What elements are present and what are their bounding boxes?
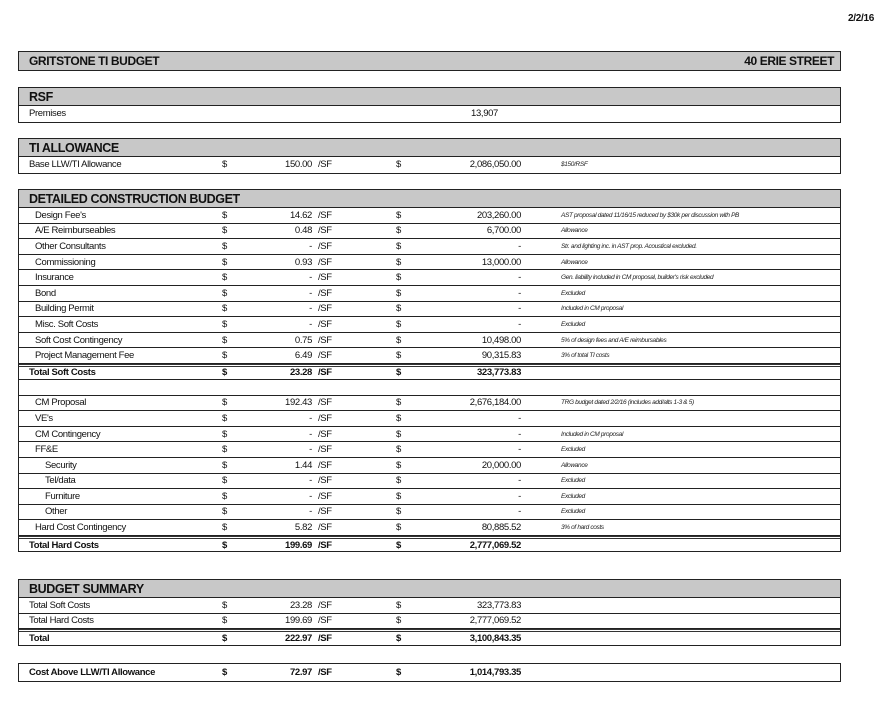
row-label: Other [45,506,68,518]
note: Excluded [561,492,585,500]
rate-per-sf: 23.28 [289,367,312,379]
note: AST proposal dated 11/16/15 reduced by $30k per discussion with PB [561,211,740,219]
currency-symbol: $ [222,599,227,611]
ti-allowance-block [18,138,841,174]
currency-symbol: $ [396,367,401,379]
amount: 2,777,069.52 [469,615,521,627]
row-label: A/E Reimburseables [35,225,116,237]
row-label: Total Soft Costs [29,599,90,611]
currency-symbol: $ [396,475,401,487]
table-row [19,302,840,318]
currency-symbol: $ [222,256,227,268]
note: Str. and lighting inc. in AST prop. Acoustical excluded. [561,242,697,250]
amount: 2,777,069.52 [469,539,521,551]
table-row [19,157,840,173]
currency-symbol: $ [222,350,227,362]
unit: /SF [318,506,332,518]
amount: 203,260.00 [476,209,521,221]
unit: /SF [318,287,332,299]
currency-symbol: $ [222,209,227,221]
title-block [18,51,841,71]
rsf-value: 13,907 [471,108,498,120]
amount: 6,700.00 [486,225,521,237]
currency-symbol: $ [222,506,227,518]
note: TRG budget dated 2/2/16 (includes add/alts 1-3 & 5) [561,399,694,407]
unit: /SF [318,490,332,502]
currency-symbol: $ [222,615,227,627]
unit: /SF [318,318,332,330]
note: Allowance [561,461,588,469]
rate-per-sf: 199.69 [285,539,312,551]
row-label: Bond [35,287,56,299]
note: Included in CM proposal [561,305,624,313]
rate-per-sf: 222.97 [285,632,312,644]
rate-per-sf: 0.93 [294,256,312,268]
currency-symbol: $ [222,475,227,487]
rate-per-sf: - [309,490,312,502]
row-label: Tel/data [45,475,76,487]
row-label: FF&E [35,444,58,456]
rate-per-sf: 192.43 [285,397,312,409]
currency-symbol: $ [396,412,401,424]
currency-symbol: $ [222,444,227,456]
unit: /SF [318,159,332,171]
rate-per-sf: 199.69 [285,615,312,627]
currency-symbol: $ [222,490,227,502]
currency-symbol: $ [222,287,227,299]
row-label: Total [29,632,50,644]
row-label: CM Contingency [35,428,101,440]
note: 5% of design fees and A/E reimbursables [561,336,667,344]
table-row [19,505,840,521]
rate-per-sf: - [309,506,312,518]
unit: /SF [318,667,332,678]
row-label: Hard Cost Contingency [35,522,126,534]
table-row [19,614,840,630]
amount: - [518,475,521,487]
rate-per-sf: - [309,444,312,456]
rate-per-sf: 6.49 [294,350,312,362]
budget-title: GRITSTONE TI BUDGET [29,54,160,68]
currency-symbol: $ [396,459,401,471]
table-row [19,598,840,614]
table-row [19,286,840,302]
rate-per-sf: 1.44 [294,459,312,471]
rate-per-sf: - [309,412,312,424]
currency-symbol: $ [396,667,401,678]
row-label: Total Soft Costs [29,367,96,379]
note: Excluded [561,477,585,485]
section-header-construction [19,190,840,208]
amount: 90,315.83 [481,350,521,362]
table-row [19,239,840,255]
amount: - [518,490,521,502]
currency-symbol: $ [222,459,227,471]
property-address: 40 ERIE STREET [744,54,834,68]
rate-per-sf: 23.28 [289,599,312,611]
currency-symbol: $ [222,240,227,252]
row-label: Base LLW/TI Allowance [29,159,122,171]
row-label: Project Management Fee [35,350,134,362]
note: Excluded [561,289,585,297]
unit: /SF [318,367,332,379]
row-label: Soft Cost Contingency [35,334,123,346]
row-label: VE's [35,412,53,424]
row-label: Security [45,459,77,471]
row-label: Building Permit [35,303,94,315]
unit: /SF [318,272,332,284]
unit: /SF [318,428,332,440]
row-label: Total Hard Costs [29,615,94,627]
currency-symbol: $ [396,272,401,284]
budget-summary-block [18,579,841,646]
unit: /SF [318,240,332,252]
row-label: Misc. Soft Costs [35,318,99,330]
amount: 20,000.00 [481,459,521,471]
rate-per-sf: 0.75 [294,334,312,346]
document-date: 2/2/16 [847,13,874,24]
currency-symbol: $ [396,428,401,440]
unit: /SF [318,397,332,409]
section-title: TI ALLOWANCE [29,141,119,155]
table-row [19,427,840,443]
row-label: Commissioning [35,256,96,268]
amount: 323,773.83 [476,599,521,611]
currency-symbol: $ [396,350,401,362]
section-header-summary [19,580,840,598]
row-label: Design Fee's [35,209,86,221]
currency-symbol: $ [222,367,227,379]
unit: /SF [318,522,332,534]
rate-per-sf: - [309,272,312,284]
amount: - [518,287,521,299]
amount: 1,014,793.35 [469,667,521,678]
unit: /SF [318,350,332,362]
note: Gen. liability included in CM proposal, builder's risk excluded [561,274,714,282]
unit: /SF [318,444,332,456]
currency-symbol: $ [222,334,227,346]
amount: - [518,506,521,518]
currency-symbol: $ [396,225,401,237]
rate-per-sf: 0.48 [294,225,312,237]
currency-symbol: $ [222,303,227,315]
unit: /SF [318,459,332,471]
currency-symbol: $ [396,539,401,551]
row-label: Premises [29,108,66,120]
rate-per-sf: - [309,318,312,330]
currency-symbol: $ [396,159,401,171]
note: Included in CM proposal [561,430,624,438]
row-label: Total Hard Costs [29,539,99,551]
blank-row [19,380,840,396]
currency-symbol: $ [396,444,401,456]
unit: /SF [318,225,332,237]
currency-symbol: $ [222,412,227,424]
amount: - [518,240,521,252]
table-row [19,224,840,240]
currency-symbol: $ [396,522,401,534]
note: Excluded [561,320,585,328]
row-label: Other Consultants [35,240,106,252]
currency-symbol: $ [222,272,227,284]
currency-symbol: $ [396,490,401,502]
currency-symbol: $ [396,209,401,221]
unit: /SF [318,334,332,346]
table-row [19,255,840,271]
currency-symbol: $ [222,159,227,171]
section-title: DETAILED CONSTRUCTION BUDGET [29,192,240,206]
rate-per-sf: 14.62 [289,209,312,221]
currency-symbol: $ [222,428,227,440]
amount: - [518,428,521,440]
currency-symbol: $ [222,667,227,678]
unit: /SF [318,632,332,644]
row-label: CM Proposal [35,397,87,409]
unit: /SF [318,615,332,627]
table-row [19,474,840,490]
note: Allowance [561,227,588,235]
total-hard-costs-row [19,536,840,552]
amount: - [518,303,521,315]
currency-symbol: $ [396,506,401,518]
table-row [19,270,840,286]
unit: /SF [318,412,332,424]
unit: /SF [318,256,332,268]
note: Excluded [561,446,585,454]
row-label: Insurance [35,272,74,284]
section-header-rsf [19,88,840,106]
rate-per-sf: - [309,287,312,299]
table-row [19,396,840,412]
currency-symbol: $ [396,334,401,346]
title-bar [19,52,840,70]
note: 3% of total TI costs [561,352,610,360]
rate-per-sf: 72.97 [289,667,312,678]
currency-symbol: $ [396,318,401,330]
rate-per-sf: - [309,428,312,440]
table-row [19,442,840,458]
row-label: Furniture [45,490,80,502]
section-title: RSF [29,90,53,104]
construction-budget-block [18,189,841,552]
unit: /SF [318,539,332,551]
table-row [19,106,840,122]
unit: /SF [318,599,332,611]
section-title: BUDGET SUMMARY [29,582,144,596]
rate-per-sf: - [309,303,312,315]
rate-per-sf: - [309,240,312,252]
amount: - [518,272,521,284]
amount: 2,086,050.00 [469,159,521,171]
unit: /SF [318,209,332,221]
currency-symbol: $ [222,632,227,644]
currency-symbol: $ [222,318,227,330]
currency-symbol: $ [396,632,401,644]
note: 3% of hard costs [561,524,604,532]
summary-total-row [19,629,840,645]
table-row [19,458,840,474]
currency-symbol: $ [396,240,401,252]
currency-symbol: $ [396,397,401,409]
amount: 13,000.00 [481,256,521,268]
rate-per-sf: - [309,475,312,487]
cost-above-allowance-block [18,663,841,682]
note: Allowance [561,258,588,266]
amount: - [518,412,521,424]
currency-symbol: $ [396,256,401,268]
currency-symbol: $ [396,599,401,611]
rate-per-sf: 150.00 [285,159,312,171]
table-row [19,317,840,333]
amount: 80,885.52 [481,522,521,534]
total-soft-costs-row [19,364,840,380]
section-header-ti-allowance [19,139,840,157]
note: Excluded [561,508,585,516]
amount: 10,498.00 [481,334,521,346]
table-row [19,333,840,349]
amount: 2,676,184.00 [469,397,521,409]
currency-symbol: $ [222,539,227,551]
unit: /SF [318,475,332,487]
rsf-block [18,87,841,123]
table-row [19,489,840,505]
amount: - [518,444,521,456]
currency-symbol: $ [222,522,227,534]
currency-symbol: $ [222,397,227,409]
unit: /SF [318,303,332,315]
table-row [19,520,840,536]
table-row [19,348,840,364]
currency-symbol: $ [396,615,401,627]
amount: 323,773.83 [476,367,521,379]
currency-symbol: $ [222,225,227,237]
note: $150/RSF [561,161,588,169]
table-row [19,208,840,224]
amount: 3,100,843.35 [469,632,521,644]
row-label: Cost Above LLW/TI Allowance [29,667,156,678]
rate-per-sf: 5.82 [294,522,312,534]
currency-symbol: $ [396,303,401,315]
table-row [19,411,840,427]
amount: - [518,318,521,330]
currency-symbol: $ [396,287,401,299]
cost-above-allowance-row [19,664,840,681]
